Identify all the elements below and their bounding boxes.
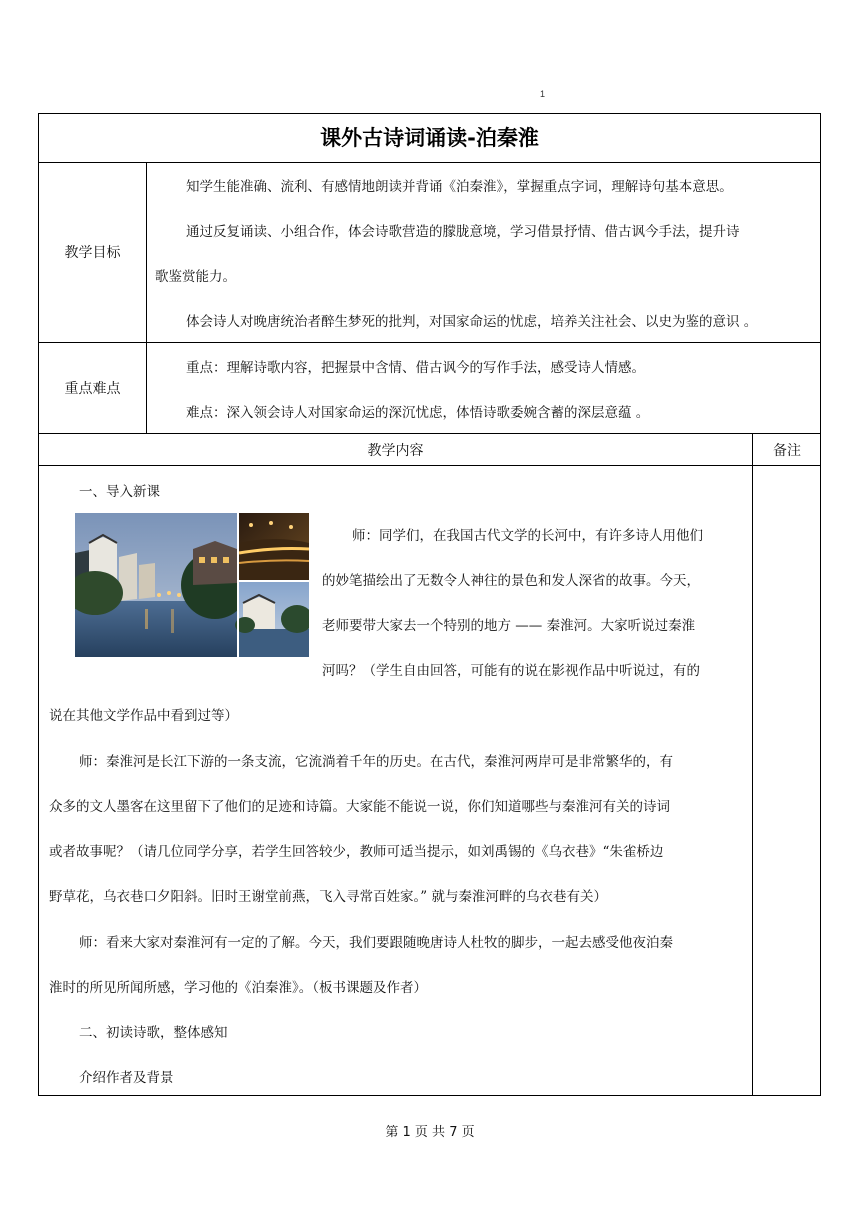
paragraph-line: 说在其他文学作品中看到过等）: [49, 708, 238, 724]
paragraph-line: 师：秦淮河是长江下游的一条支流，它流淌着千年的历史。在古代，秦淮河两岸可是非常繁华的，有: [79, 754, 673, 770]
divider: [752, 433, 753, 1095]
objective-line: 通过反复诵读、小组合作，体会诗歌营造的朦胧意境，学习借景抒情、借古讽今手法，提升诗: [186, 224, 740, 240]
qinhuai-river-photo: [75, 513, 309, 657]
key-points-label: 重点难点: [64, 381, 121, 397]
notes-header: 备注: [773, 443, 801, 459]
objective-line: 知学生能准确、流利、有感情地朗读并背诵《泊秦淮》，掌握重点字词，理解诗句基本意思。: [186, 179, 733, 195]
divider: [39, 433, 820, 434]
footer-prefix: 第: [385, 1125, 399, 1140]
objectives-label: 教学目标: [64, 245, 121, 261]
lesson-plan-table: [38, 113, 821, 1096]
page-title: 课外古诗词诵读-泊秦淮: [320, 126, 539, 150]
divider: [39, 342, 820, 343]
current-page: 1: [402, 1125, 411, 1140]
divider: [146, 162, 147, 433]
key-point-line: 重点：理解诗歌内容，把握景中含情、借古讽今的写作手法，感受诗人情感。: [186, 360, 645, 376]
content-header: 教学内容: [367, 443, 424, 459]
page-top-number: 1: [540, 89, 546, 99]
paragraph-line: 老师要带大家去一个特别的地方 —— 秦淮河。大家听说过秦淮: [322, 618, 696, 634]
objective-line: 体会诗人对晚唐统治者醉生梦死的批判，对国家命运的忧虑，培养关注社会、以史为鉴的意识 。: [186, 314, 758, 330]
footer-suffix: 页: [461, 1125, 475, 1140]
paragraph-line: 众多的文人墨客在这里留下了他们的足迹和诗篇。大家能不能说一说，你们知道哪些与秦淮河有关的诗词: [49, 799, 670, 815]
paragraph-line: 的妙笔描绘出了无数令人神往的景色和发人深省的故事。今天，: [322, 573, 700, 589]
paragraph-line: 淮时的所见所闻所感，学习他的《泊秦淮》。（板书课题及作者）: [49, 980, 427, 996]
section-heading: 二、初读诗歌，整体感知: [79, 1025, 228, 1041]
divider: [39, 162, 820, 163]
paragraph-line: 师：同学们，在我国古代文学的长河中，有许多诗人用他们: [352, 528, 703, 544]
qinhuai-river-photo-collage: [75, 513, 309, 657]
objective-line: 歌鉴赏能力。: [155, 269, 236, 285]
paragraph-line: 师：看来大家对秦淮河有一定的了解。今天，我们要跟随晚唐诗人杜牧的脚步，一起去感受他夜泊秦: [79, 935, 673, 951]
page-footer: [0, 1121, 860, 1140]
footer-middle: 页 共: [414, 1125, 446, 1140]
key-point-line: 难点：深入领会诗人对国家命运的深沉忧虑，体悟诗歌委婉含蓄的深层意蕴 。: [186, 405, 650, 421]
paragraph-line: 野草花，乌衣巷口夕阳斜。旧时王谢堂前燕，飞入寻常百姓家。” 就与秦淮河畔的乌衣巷有关）: [49, 889, 607, 905]
paragraph-line: 河吗？（学生自由回答，可能有的说在影视作品中听说过，有的: [322, 663, 700, 679]
paragraph-line: 或者故事呢？（请几位同学分享，若学生回答较少，教师可适当提示，如刘禹锡的《乌衣巷》“朱雀桥边: [49, 844, 664, 860]
section-heading: 一、导入新课: [79, 484, 160, 500]
total-pages: 7: [449, 1125, 458, 1140]
subsection-heading: 介绍作者及背景: [79, 1070, 174, 1086]
divider: [39, 465, 820, 466]
